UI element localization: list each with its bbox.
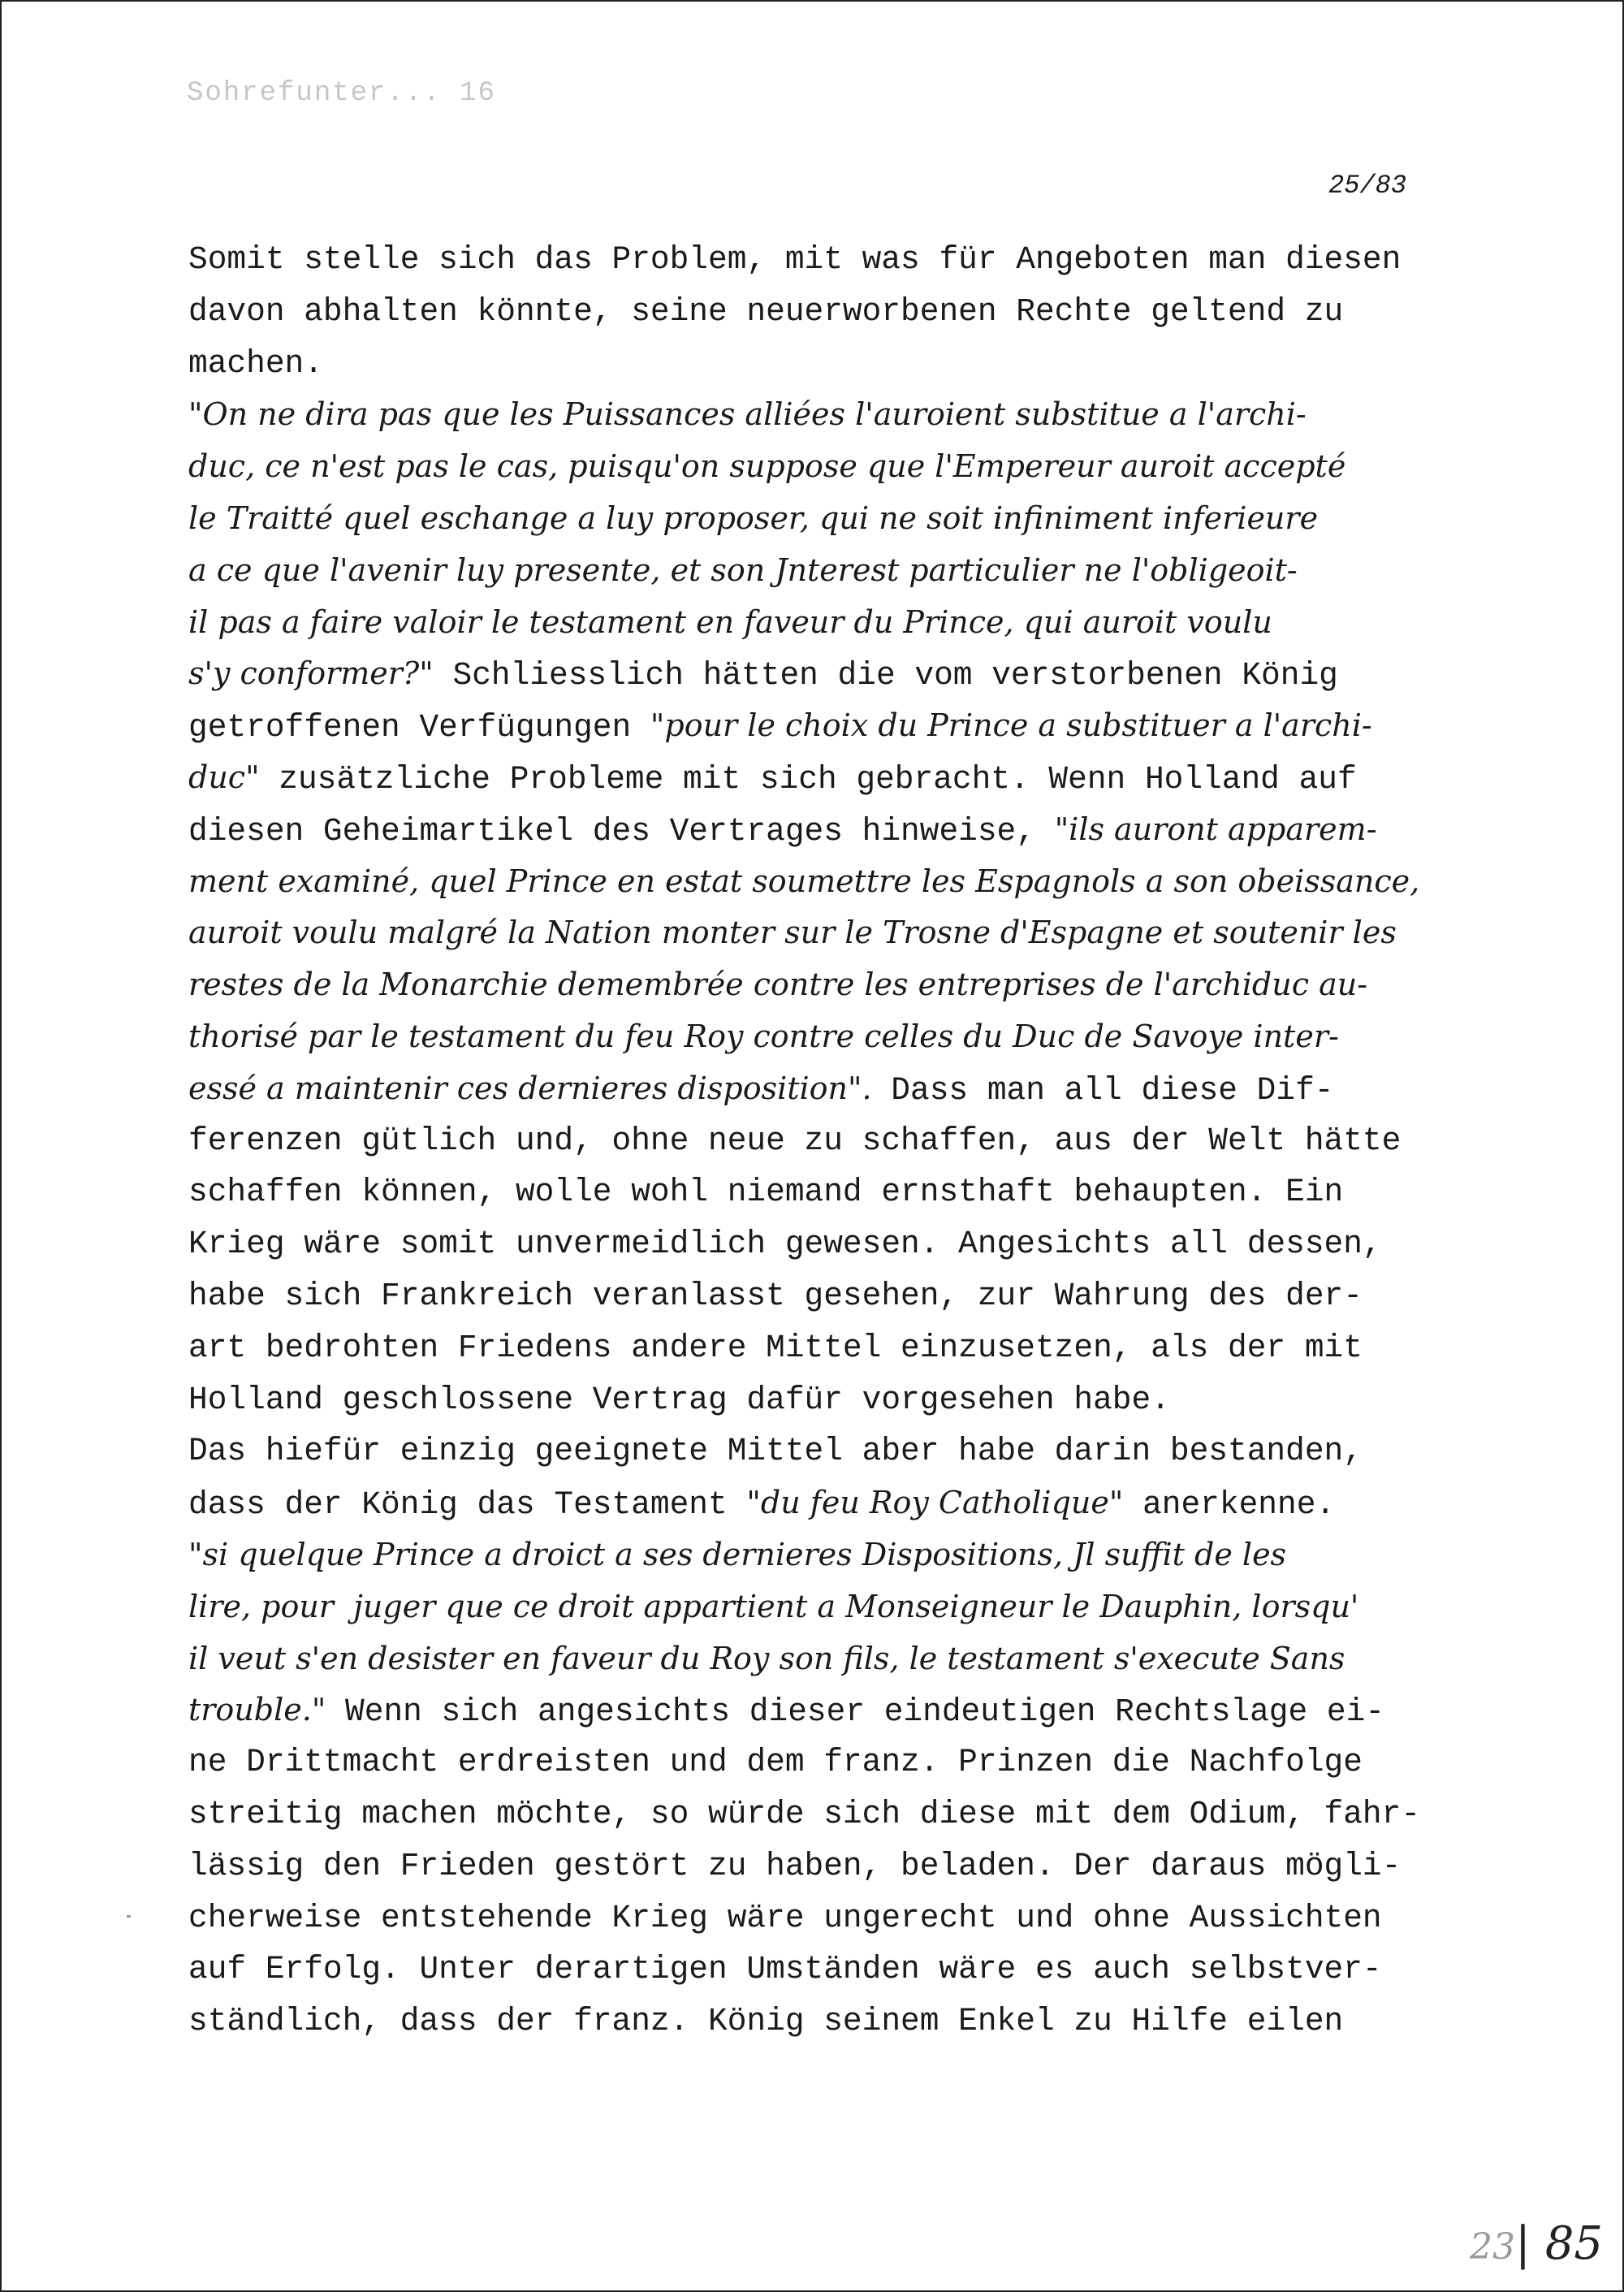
- quoted-french-text: "du feu Roy Catholique": [746, 1485, 1124, 1521]
- text-line: [188, 545, 1455, 597]
- text-line: [188, 804, 1455, 856]
- text-line: [188, 1322, 1455, 1374]
- quoted-french-text: duc": [188, 759, 260, 795]
- german-text: streitig machen möchte, so würde sich diese mit dem Odium, fahr-: [188, 1795, 1421, 1832]
- text-line: [188, 959, 1455, 1011]
- german-text: art bedrohten Friedens andere Mittel einzusetzen, als der mit: [188, 1329, 1363, 1366]
- text-line: [188, 648, 1455, 700]
- german-text: auf Erfolg. Unter derartigen Umständen wäre es auch selbstver-: [188, 1951, 1382, 1988]
- german-text: getroffenen Verfügungen: [188, 709, 650, 746]
- quoted-french-text: le Traitté quel eschange a luy proposer, qui ne soit infiniment inferieure: [188, 499, 1319, 536]
- quoted-french-text: trouble.": [188, 1692, 326, 1728]
- text-line: [188, 389, 1455, 441]
- german-text: cherweise entstehende Krieg wäre ungerecht und ohne Aussichten: [188, 1899, 1382, 1936]
- german-text: Holland geschlossene Vertrag dafür vorgesehen habe.: [188, 1381, 1170, 1418]
- text-line: [188, 1063, 1455, 1115]
- quoted-french-text: ment examiné, quel Prince en estat soumettre les Espagnols a son obeissance,: [188, 863, 1420, 899]
- text-line: [188, 1581, 1455, 1633]
- archive-number-separator: |: [1515, 2217, 1531, 2270]
- german-text: ständlich, dass der franz. König seinem Enkel zu Hilfe eilen: [188, 2003, 1344, 2040]
- text-line: [188, 1166, 1455, 1218]
- german-text: ne Drittmacht erdreisten und dem franz. Prinzen die Nachfolge: [188, 1744, 1363, 1781]
- text-line: [188, 1011, 1455, 1063]
- quoted-french-text: il veut s'en desister en faveur du Roy son fils, le testament s'execute Sans: [188, 1640, 1345, 1676]
- quoted-french-text: auroit voulu malgré la Nation monter sur le Trosne d'Espagne et soutenir les: [188, 915, 1397, 951]
- quoted-french-text: lire, pour juger que ce droit appartient a Monseigneur le Dauphin, lorsqu': [188, 1588, 1359, 1624]
- quoted-french-text: il pas a faire valoir le testament en faveur du Prince, qui auroit voulu: [188, 603, 1272, 640]
- quoted-french-text: "ils auront apparem-: [1054, 811, 1377, 847]
- text-line: [188, 234, 1455, 286]
- quoted-french-text: s'y conformer?": [188, 655, 434, 692]
- text-line: [188, 1270, 1455, 1322]
- text-line: [188, 907, 1455, 959]
- text-line: [188, 1529, 1455, 1581]
- text-line: [188, 1736, 1455, 1788]
- text-line: [188, 700, 1455, 752]
- body-text: [188, 234, 1455, 2048]
- german-text: zusätzliche Probleme mit sich gebracht. Wenn Holland auf: [259, 760, 1357, 798]
- quoted-french-text: "On ne dira pas que les Puissances alliées l'auroient substitue a l'archi-: [188, 396, 1307, 433]
- german-text: diesen Geheimartikel des Vertrages hinweise,: [188, 812, 1055, 850]
- text-line: [188, 597, 1455, 649]
- german-text: habe sich Frankreich veranlasst gesehen, zur Wahrung des der-: [188, 1277, 1363, 1314]
- text-line: [188, 1633, 1455, 1685]
- faint-header-text: Sohrefunter... 16: [187, 78, 496, 109]
- text-line: [188, 1218, 1455, 1270]
- german-text: Das hiefür einzig geeignete Mittel aber habe darin bestanden,: [188, 1433, 1363, 1470]
- quoted-french-text: restes de la Monarchie demembrée contre les entreprises de l'archiduc au-: [188, 967, 1368, 1003]
- quoted-french-text: duc, ce n'est pas le cas, puisqu'on suppose que l'Empereur auroit accepté: [188, 448, 1346, 485]
- text-line: [188, 493, 1455, 545]
- text-line: [188, 1115, 1455, 1167]
- text-line: [188, 856, 1455, 908]
- quoted-french-text: essé a maintenir ces dernieres disposition".: [188, 1070, 872, 1106]
- text-line: [188, 1374, 1455, 1426]
- text-line: [188, 441, 1455, 493]
- text-line: [188, 286, 1455, 338]
- german-text: davon abhalten könnte, seine neuerworbenen Rechte geltend zu: [188, 292, 1344, 330]
- archive-number: [1470, 2217, 1603, 2270]
- german-text: schaffen können, wolle wohl niemand ernsthaft behaupten. Ein: [188, 1174, 1344, 1211]
- german-text: dass der König das Testament: [188, 1486, 747, 1524]
- text-line: [188, 1477, 1455, 1529]
- text-line: [188, 1892, 1455, 1944]
- text-line: [188, 1996, 1455, 2048]
- german-text: Wenn sich angesichts dieser eindeutigen Rechtslage ei-: [326, 1693, 1385, 1731]
- text-line: [188, 1684, 1455, 1736]
- german-text: anerkenne.: [1123, 1486, 1336, 1524]
- page-number: 25/83: [1328, 171, 1407, 201]
- text-line: [188, 1788, 1455, 1840]
- german-text: lässig den Frieden gestört zu haben, beladen. Der daraus mögli-: [188, 1847, 1402, 1884]
- archive-number-main: 85: [1544, 2217, 1603, 2270]
- archive-number-faint: 23: [1470, 2226, 1515, 2268]
- german-text: ferenzen gütlich und, ohne neue zu schaffen, aus der Welt hätte: [188, 1122, 1402, 1159]
- german-text: Schliesslich hätten die vom verstorbenen König: [433, 657, 1338, 694]
- text-line: [188, 1425, 1455, 1477]
- text-line: [188, 1944, 1455, 1996]
- stray-mark: [127, 1915, 131, 1918]
- quoted-french-text: "pour le choix du Prince a substituer a l'archi-: [650, 707, 1372, 744]
- quoted-french-text: thorisé par le testament du feu Roy contre celles du Duc de Savoye inter-: [188, 1018, 1339, 1054]
- quoted-french-text: a ce que l'avenir luy presente, et son Jnterest particulier ne l'obligeoit-: [188, 551, 1298, 588]
- german-text: Somit stelle sich das Problem, mit was für Angeboten man diesen: [188, 241, 1402, 278]
- german-text: machen.: [188, 344, 323, 382]
- text-line: [188, 338, 1455, 390]
- text-line: [188, 1840, 1455, 1892]
- quoted-french-text: "si quelque Prince a droict a ses dernieres Dispositions, Jl suffit de les: [188, 1536, 1287, 1572]
- text-line: [188, 752, 1455, 804]
- german-text: Dass man all diese Dif-: [871, 1071, 1334, 1109]
- german-text: Krieg wäre somit unvermeidlich gewesen. Angesichts all dessen,: [188, 1226, 1382, 1263]
